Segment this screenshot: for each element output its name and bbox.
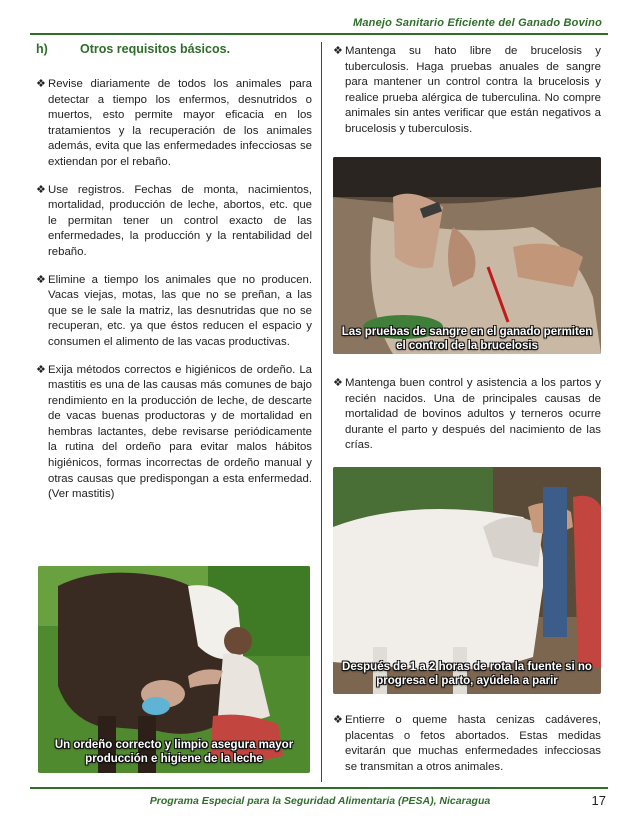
- section-title: Otros requisitos básicos.: [80, 42, 231, 56]
- bullet-cull-animals: ❖ Elimine a tiempo los animales que no producen. Vacas viejas, motas, las que no se preñan, a las que se le sale la matriz, las desnutridas que no se recuperan, etc. ya que éstos reducen el espacio y consumen el alimento de las vacas productivas.: [36, 273, 312, 348]
- photo-caption-blood-test: Las pruebas de sangre en el ganado permiten el control de la brucelosis: [341, 326, 593, 352]
- running-footer: Programa Especial para la Seguridad Alimentaria (PESA), Nicaragua: [149, 795, 491, 807]
- section-letter: h): [36, 42, 48, 56]
- bullet-marker-icon: ❖: [36, 183, 46, 196]
- photo-caption-milking: Un ordeño correcto y limpio asegura mayor producción e higiene de la leche: [54, 739, 294, 765]
- left-column: [36, 42, 312, 503]
- running-header: Manejo Sanitario Eficiente del Ganado Bovino: [352, 17, 602, 29]
- bullet-milking-methods: ❖ Exija métodos correctos e higiénicos de ordeño. La mastitis es una de las causas más comunes de bajo rendimiento en la producción de leche, de descarte de vacas buenas productoras y de mortalidad en hembras lactantes, debe revisarse periódicamente la rutina del ordeño para evitar malos hábitos higiénicos, formas incorrectas de ordeño manual y otras causas que predispongan a esta enfermedad. (Ver mastitis): [36, 363, 312, 501]
- footer-rule: [30, 787, 608, 789]
- header-rule: [30, 33, 608, 35]
- bullet-brucellosis: ❖ Mantenga su hato libre de brucelosis y tuberculosis. Haga pruebas anuales de sangre para mantener un control contra la brucelosis y realice prueba alérgica de tuberculina. No compre animales sin antes verificar que están negativos a brucelosis y tuberculosis.: [333, 45, 601, 135]
- photo-caption-calving: Después de 1 a 2 horas de rota la fuente si no progresa el parto, ayúdela a parir: [342, 661, 592, 687]
- photo-blood-test: [333, 157, 601, 354]
- bullet-burial: ❖ Entierre o queme hasta cenizas cadáveres, placentas o fetos abortados. Estas medidas evitarán que muchas enfermedades infecciosas se transmitan a otros animales.: [333, 714, 601, 773]
- section-heading: [36, 42, 312, 62]
- column-divider: [321, 42, 322, 782]
- right-column-middle: [333, 376, 601, 454]
- bullet-marker-icon: ❖: [333, 377, 343, 389]
- page-number: 17: [591, 793, 606, 808]
- photo-calving: [333, 467, 601, 694]
- bullet-calving: ❖ Mantenga buen control y asistencia a los partos y recién nacidos. Una de principales causas de mortalidad de bovinos adultos y terneros ocurre durante el parto y después del nacimiento de las crías.: [333, 377, 601, 452]
- bullet-marker-icon: ❖: [333, 714, 343, 726]
- bullet-marker-icon: ❖: [36, 78, 46, 90]
- right-column: [333, 44, 601, 138]
- photo-milking: [38, 566, 310, 773]
- bullet-marker-icon: ❖: [333, 45, 343, 57]
- bullet-marker-icon: ❖: [36, 273, 46, 286]
- bullet-marker-icon: ❖: [36, 363, 46, 376]
- bullet-records: ❖ Use registros. Fechas de monta, nacimientos, mortalidad, producción de leche, abortos, etc. que le permitan tener un control exacto de las enfermedades, la producción y la rentabilidad del rebaño.: [36, 183, 312, 258]
- right-column-bottom: [333, 713, 601, 775]
- bullet-daily-check: ❖ Revise diariamente de todos los animales para detectar a tiempo los enfermos, desnutridos o muertos, esto permite mayor eficacia en los tratamientos y la recuperación de los animales además, evita que las enfermedades infecciosas se extiendan por el rebaño.: [36, 78, 312, 168]
